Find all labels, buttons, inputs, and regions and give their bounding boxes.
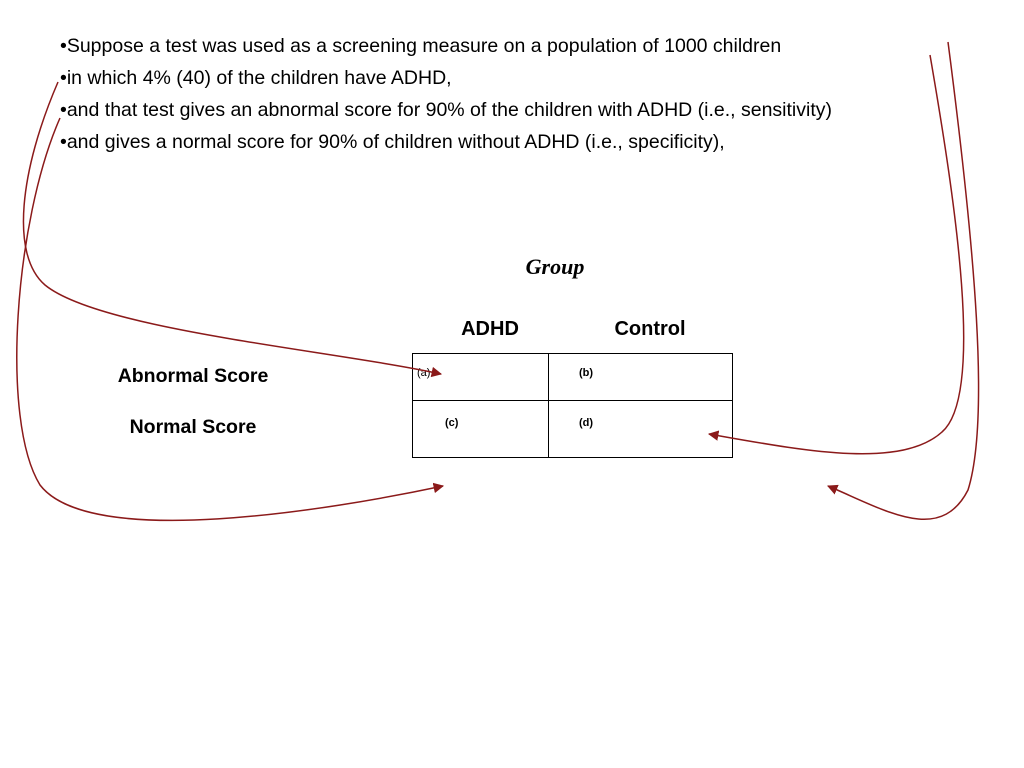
- cell-c-label: (c): [445, 417, 459, 429]
- bullet-item: •Suppose a test was used as a screening measure on a population of 1000 children: [60, 35, 782, 57]
- bullet-item: •in which 4% (40) of the children have ADHD,: [60, 67, 452, 89]
- bullet-item: •and that test gives an abnormal score for 90% of the children with ADHD (i.e., sensitivity): [60, 99, 833, 121]
- cell-d-label: (d): [579, 417, 594, 429]
- column-header-adhd: ADHD: [461, 318, 519, 340]
- cell-a-label: (a): [417, 367, 431, 379]
- bullet-list: [60, 34, 930, 162]
- table-divider-horizontal: [413, 400, 732, 401]
- contingency-table: [412, 353, 733, 458]
- row-header-abnormal-score: Abnormal Score: [117, 365, 269, 387]
- cell-b-label: (b): [579, 367, 594, 379]
- bullet-item: •and gives a normal score for 90% of children without ADHD (i.e., specificity),: [60, 131, 725, 153]
- row-header-normal-score: Normal Score: [129, 416, 257, 438]
- arrow-bullet-three-to-below-adhd: [17, 118, 443, 520]
- column-header-control: Control: [614, 318, 686, 340]
- table-divider-vertical: [548, 354, 549, 457]
- group-title: Group: [525, 254, 585, 279]
